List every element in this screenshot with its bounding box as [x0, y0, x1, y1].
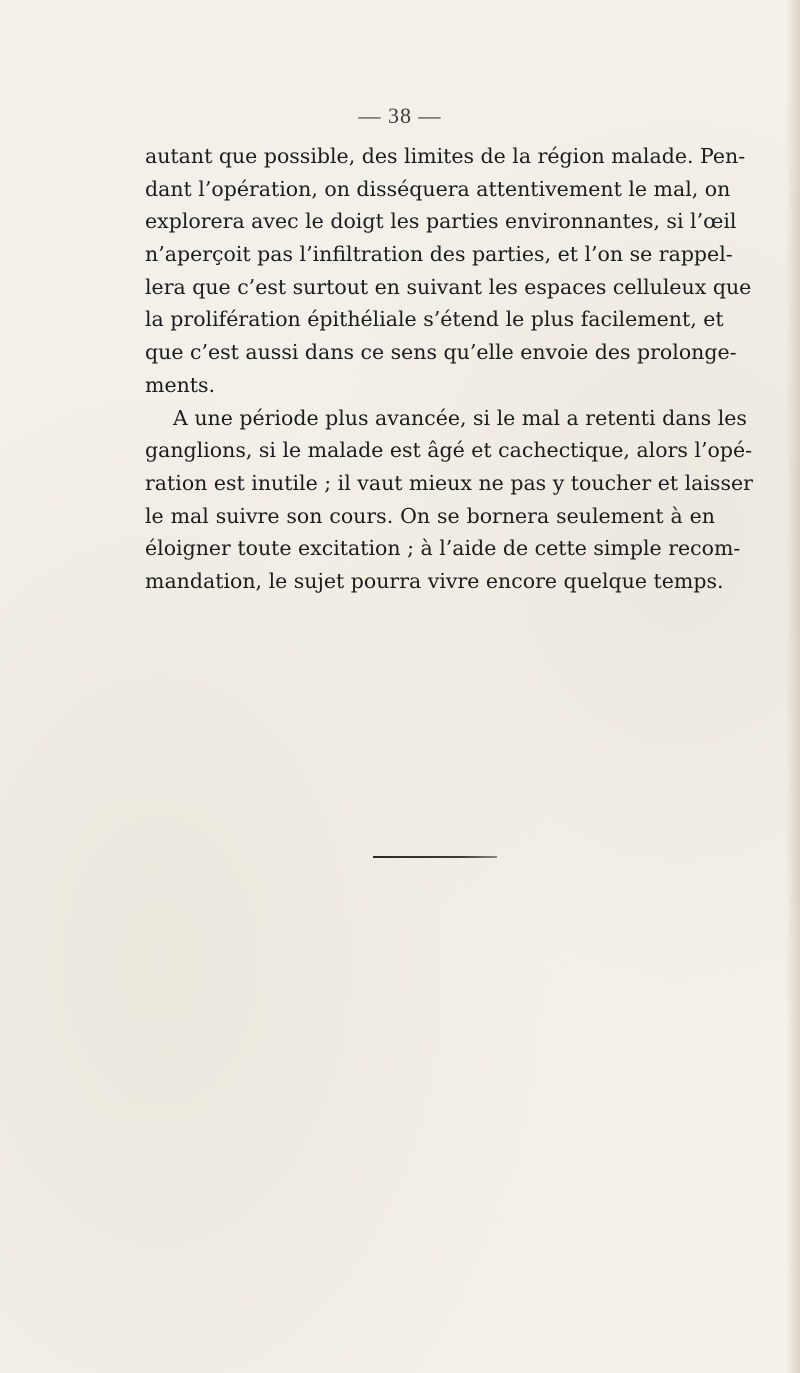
text-line: ganglions, si le malade est âgé et cachectique, alors l’opé-: [145, 438, 753, 463]
text-line: A une période plus avancée, si le mal a retenti dans les: [173, 405, 747, 430]
text-line: mandation, le sujet pourra vivre encore quelque temps.: [145, 568, 724, 593]
text-line: la prolifération épithéliale s’étend le plus facilement, et: [145, 307, 724, 332]
page-number: — 38 —: [358, 103, 442, 128]
body-text: [145, 140, 753, 598]
text-line: éloigner toute excitation ; à l’aide de cette simple recom-: [145, 536, 741, 561]
text-line: dant l’opération, on disséquera attentivement le mal, on: [145, 176, 731, 201]
text-line: que c’est aussi dans ce sens qu’elle envoie des prolonge-: [145, 340, 737, 365]
page-edge-shadow: [786, 0, 800, 1373]
text-line: explorera avec le doigt les parties environnantes, si l’œil: [145, 209, 737, 234]
text-line: ments.: [145, 372, 216, 397]
text-line: le mal suivre son cours. On se bornera seulement à en: [145, 503, 715, 528]
text-line: lera que c’est surtout en suivant les espaces celluleux que: [145, 274, 752, 299]
end-rule-divider: [373, 856, 497, 858]
text-line: autant que possible, des limites de la région malade. Pen-: [145, 144, 746, 168]
text-line: ration est inutile ; il vaut mieux ne pas y toucher et laisser: [145, 470, 753, 495]
text-line: n’aperçoit pas l’infiltration des parties, et l’on se rappel-: [145, 242, 733, 267]
